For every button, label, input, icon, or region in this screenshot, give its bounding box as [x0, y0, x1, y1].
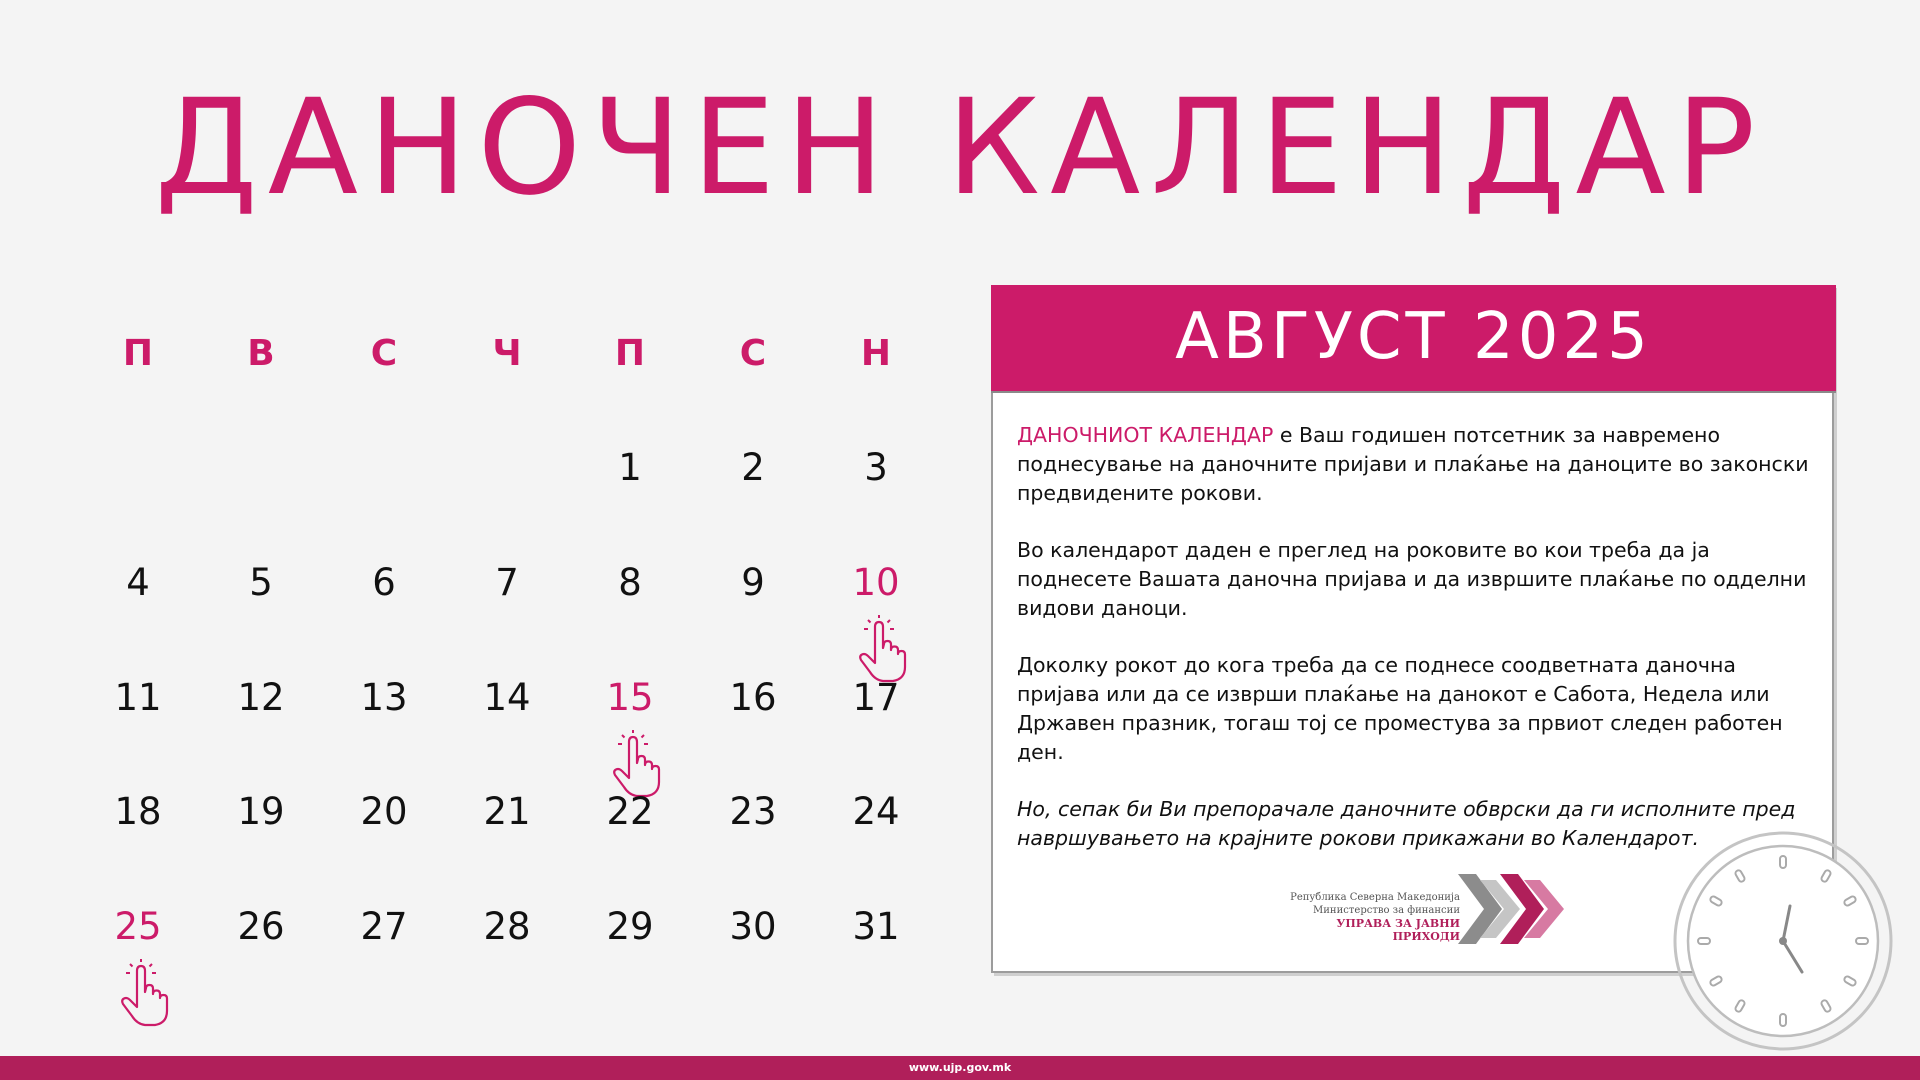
calendar-day: 27 [360, 905, 408, 948]
calendar-day: 24 [852, 790, 900, 833]
weekday-mon: П [122, 333, 154, 374]
weekday-thu: Ч [492, 333, 522, 374]
calendar-name-highlight: ДАНОЧНИОТ КАЛЕНДАР [1017, 423, 1274, 447]
weekday-sun: Н [860, 333, 892, 374]
calendar-day: 3 [864, 446, 888, 489]
logo-line-ministry: Министерство за финансии [1313, 905, 1460, 916]
logo-line-agency: УПРАВА ЗА ЈАВНИ ПРИХОДИ [1336, 917, 1460, 943]
intro-rest: е Ваш годишен потсетник за навремено поднесување на даночните пријави и плаќање на даноците во законски предвидените рокови. [1017, 423, 1809, 505]
calendar-day: 30 [729, 905, 777, 948]
overview-paragraph: Во календарот даден е преглед на роковите во кои треба да ја поднесете Вашата даночна пријава и да извршите плаќање по одделни видови даноци. [1017, 538, 1807, 620]
calendar-day: 9 [741, 561, 765, 604]
calendar-day: 1 [618, 446, 642, 489]
logo-text [1290, 891, 1460, 943]
calendar-day: 29 [606, 905, 654, 948]
calendar-day: 23 [729, 790, 777, 833]
calendar-day: 8 [618, 561, 642, 604]
calendar-day: 31 [852, 905, 900, 948]
intro-paragraph [1017, 421, 1817, 508]
calendar-day: 10 [852, 561, 900, 604]
calendar-day: 12 [237, 676, 285, 719]
calendar-day: 11 [114, 676, 162, 719]
calendar-day: 18 [114, 790, 162, 833]
calendar-day: 19 [237, 790, 285, 833]
calendar-day: 28 [483, 905, 531, 948]
weekday-sat: С [739, 333, 767, 374]
footer-url[interactable]: www.ujp.gov.mk [908, 1061, 1012, 1074]
calendar-day: 5 [249, 561, 273, 604]
panel-text [1017, 421, 1817, 881]
calendar-day: 13 [360, 676, 408, 719]
calendar-day: 20 [360, 790, 408, 833]
calendar-day: 14 [483, 676, 531, 719]
footer-bar [0, 1056, 1920, 1080]
weekday-wed: С [370, 333, 398, 374]
calendar-day: 22 [606, 790, 654, 833]
logo-line-republic: Република Северна Македонија [1290, 892, 1460, 903]
calendar-day: 2 [741, 446, 765, 489]
calendar-day: 25 [114, 905, 162, 948]
recommendation-paragraph: Но, сепак би Ви препорачале даночните обврски да ги исполните пред навршувањето на крајните рокови прикажани во Календарот. [1017, 797, 1796, 850]
calendar-day: 7 [495, 561, 519, 604]
month-header: АВГУСТ 2025 [991, 285, 1836, 393]
calendar-day: 21 [483, 790, 531, 833]
calendar-day: 6 [372, 561, 396, 604]
weekday-fri: П [614, 333, 646, 374]
calendar-day: 26 [237, 905, 285, 948]
hand-pointer-icon [853, 615, 909, 685]
calendar-day: 15 [606, 676, 654, 719]
holiday-paragraph: Доколку рокот до кога треба да се поднесе соодветната даночна пријава или да се изврши плаќање на данокот е Сабота, Недела или Државен празник, тогаш тој се проместува за првиот следен работен ден. [1017, 653, 1783, 764]
weekday-tue: В [247, 333, 275, 374]
calendar-day: 16 [729, 676, 777, 719]
calendar-day: 17 [852, 676, 900, 719]
chevrons-logo-icon [1458, 874, 1576, 944]
hand-pointer-icon [115, 959, 171, 1029]
calendar-day: 4 [126, 561, 150, 604]
page-title: ДАНОЧЕН КАЛЕНДАР [154, 71, 1766, 225]
clock-icon [1672, 830, 1894, 1052]
